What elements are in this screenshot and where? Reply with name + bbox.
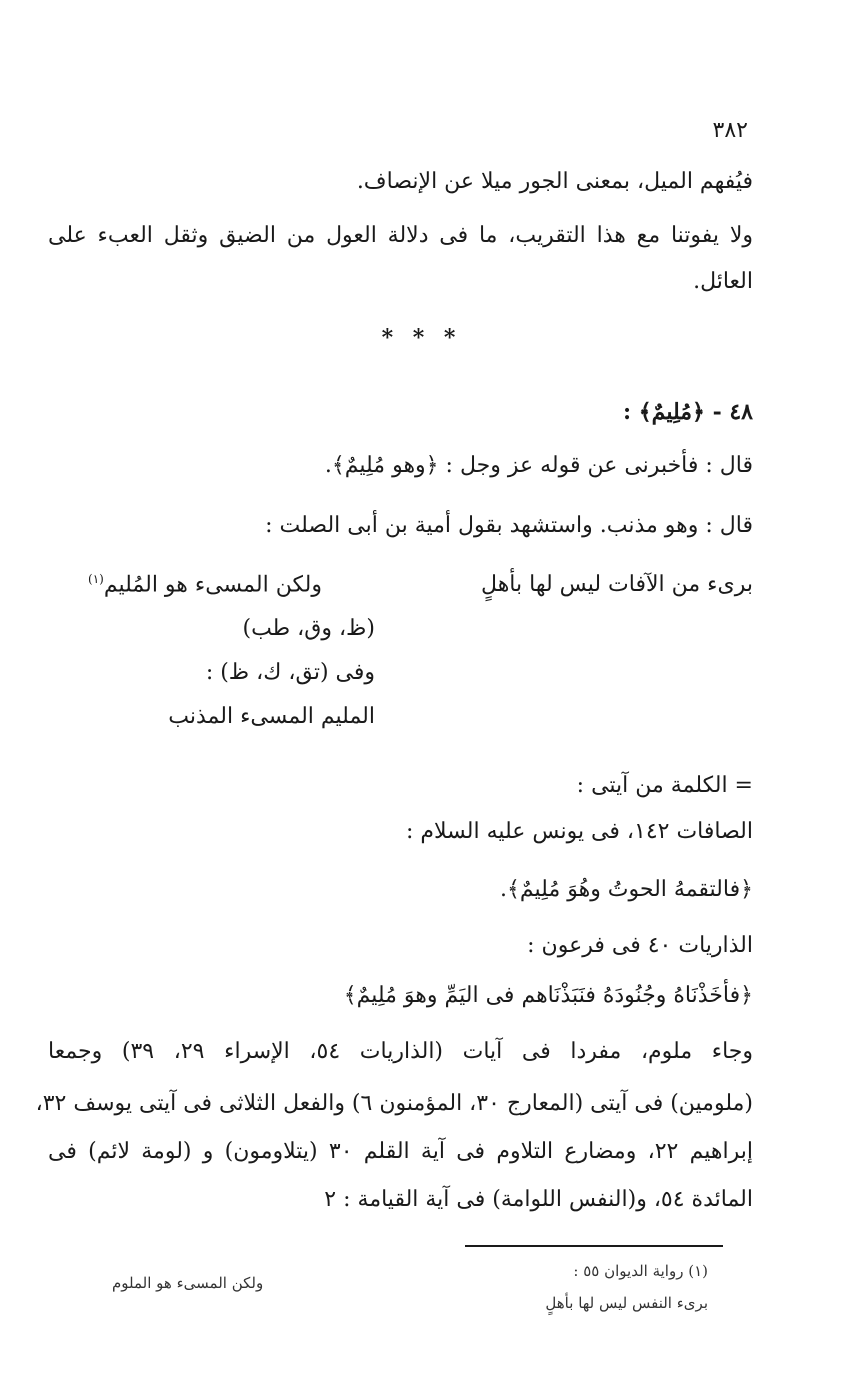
quran-ref-2: الذاريات ٤٠ فى فرعون : (527, 933, 753, 958)
intro-line-2: ولا يفوتنا مع هذا التقريب، ما فى دلالة العول من الضيق وثقل العبء على (48, 223, 753, 248)
verse-second-text: ولكن المسىء هو المُليم (103, 572, 322, 598)
footnote-verse-second: ولكن المسىء هو الملوم (112, 1274, 264, 1292)
verse-first-hemistich: برىء من الآفات ليس لها بأهلٍ (481, 572, 753, 597)
page-number: ٣٨٢ (712, 118, 748, 143)
entry-heading: ٤٨ - ﴿مُلِيمٌ﴾ : (623, 399, 753, 425)
quran-ref-1: الصافات ١٤٢، فى يونس عليه السلام : (405, 819, 753, 844)
verse-second-hemistich (88, 572, 322, 597)
source-line-2: وفى (تق، ك، ظ) : (205, 660, 375, 685)
quran-verse-2: ﴿فأخَذْنَاهُ وجُنُودَهُ فنَبَذْنَاهم فى اليَمِّ وهوَ مُلِيمٌ﴾ (343, 983, 753, 1008)
intro-line-1: فيُفهم الميل، بمعنى الجور ميلا عن الإنصاف. (356, 169, 753, 194)
footnote-verse-first: برىء النفس ليس لها بأهلٍ (545, 1294, 708, 1312)
para-line-1: وجاء ملوم، مفردا فى آيات (الذاريات ٥٤، الإسراء ٢٩، ٣٩) وجمعا (48, 1039, 754, 1064)
footnote-label: (١) رواية الديوان ٥٥ : (573, 1262, 708, 1280)
section-separator: * * * (381, 325, 462, 351)
source-line-3: المليم المسىء المذنب (168, 704, 375, 729)
intro-line-3: العائل. (693, 269, 753, 294)
source-line-1: (ظ، وق، طب) (242, 616, 375, 641)
para-line-2: (ملومين) فى آيتى (المعارج ٣٠، المؤمنون ٦) والفعل الثلاثى فى آيتى يوسف ٣٢، (35, 1091, 753, 1116)
footnote-rule (465, 1245, 723, 1247)
quran-verse-1: ﴿فالتقمهُ الحوتُ وهُوَ مُلِيمٌ﴾. (500, 877, 753, 902)
entry-question-2: قال : وهو مذنب. واستشهد بقول أمية بن أبى الصلت : (265, 513, 753, 538)
entry-question-1: قال : فأخبرنى عن قوله عز وجل : ﴿وهو مُلِيمٌ﴾. (324, 453, 753, 478)
para-line-4: المائدة ٥٤، و(النفس اللوامة) فى آية القيامة : ٢ (324, 1187, 753, 1212)
para-line-3: إبراهيم ٢٢، ومضارع التلاوم فى آية القلم ٣٠ (يتلاومون) و (لومة لائم) فى (48, 1139, 753, 1164)
footnote-marker: (١) (88, 572, 104, 586)
quran-intro: = الكلمة من آيتى : (576, 773, 753, 798)
